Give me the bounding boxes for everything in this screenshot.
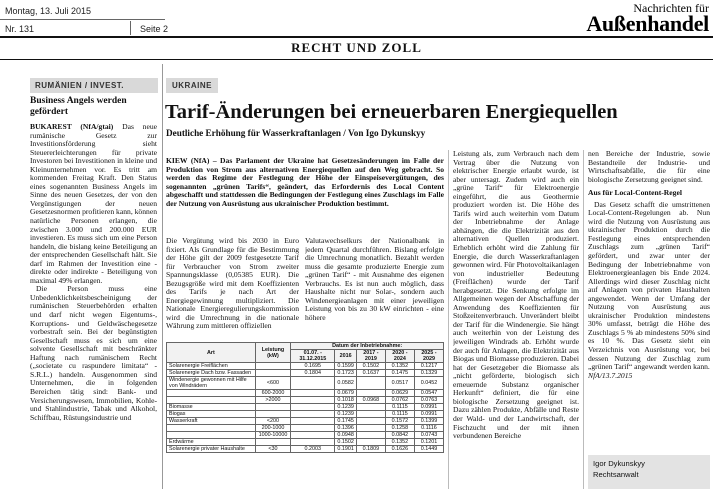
table-cell [291,390,335,397]
table-row [167,411,444,418]
table-cell: 0.0948 [335,432,357,439]
issue-date: Montag, 13. Juli 2015 [5,6,92,16]
table-cell: 200-1000 [255,425,291,432]
table-row [167,446,444,453]
table-cell [291,377,335,390]
table-row-label: Wasserkraft [167,418,256,425]
sidebar-text-2: Die Person muss eine Unbedenklichkeitsbescheinigung der rumänischen Steuerbehörden erhalten und darf nicht wegen Eigentums-, Korruptions- und Geldwäschegesetze vorbestraft sein. Bei der begünstigten Gesellschaft muss es sich um eine solvente Gesellschaft mit beschränkter Haftung nach rumänischem Recht („societate cu raspundere limitata“ -S.R.L.) handeln. Ausgenommen sind Unternehmen, die in folgenden Bereichen tätig sind: Bank- und Versicherungswesen, Immobilien, Kohle- und Stahlindustrie, Tabak und Alkohol, Schiffbau, Rüstungsindustrie und [30,284,157,422]
table-cell: 0.1695 [291,363,335,370]
table-cell [255,370,291,377]
table-cell [356,411,385,418]
table-cell: 0.2003 [291,446,335,453]
author-name: Igor Dykunskyy [593,459,645,468]
table-cell: 0.1637 [356,370,385,377]
section-title: RECHT UND ZOLL [291,40,422,55]
article-tag: UKRAINE [166,78,218,93]
col4-subheading: Aus für Local-Content-Regel [588,188,682,198]
table-cell: 0.1599 [335,363,357,370]
table-cell: 0.1018 [335,397,357,404]
table-cell [356,377,385,390]
table-cell: 0.1201 [414,439,443,446]
table-cell [291,425,335,432]
table-row-label: Solarenergie privater Haushalte [167,446,256,453]
table-row-label: Solarenergie Freiflächen [167,363,256,370]
article-col-2: Valutawechselkurs der Nationalbank in jedem Quartal durchführen. Bislang erfolgte die Umrechnung monatlich. Bezahlt werden muss die gesamte produzierte Energie zum „grünen Tarif“ - mit Ausnahme des eigenen Verbrauchs. Es ist nun auch möglich, dass Haushalte nicht nur Solar-, sondern auch Windenergieanlagen mit einer jeweiligen Leistung von bis zu 30 kW einrichten - eine höhere [305,237,444,322]
table-row [167,370,444,377]
table-cell: 0.1396 [335,425,357,432]
table-cell: 0.1217 [414,363,443,370]
table-row [167,377,444,390]
col4-text: nen Bereiche der Industrie, sowie Bestandteile der Industrie- und Wirtschaftsabfälle, die für eine biologische Zersetzung geeignet sind. [588,150,710,184]
table-cell [291,397,335,404]
table-row [167,397,444,404]
table-cell: 0.1745 [335,418,357,425]
table-cell [255,439,291,446]
table-row-label [167,425,256,432]
logo-title: Außenhandel [586,11,709,36]
table-cell: 0.1901 [335,446,357,453]
table-cell: >2000 [255,397,291,404]
table-cell: 0.1239 [335,411,357,418]
table-cell: 0.1115 [385,404,414,411]
table-row-label [167,432,256,439]
page-number: Seite 2 [140,24,169,34]
table-cell: 0.1475 [385,370,414,377]
article-title: Tarif-Änderungen bei erneuerbaren Energiequellen [165,101,618,123]
table-cell: 0.1399 [414,418,443,425]
table-cell [356,439,385,446]
table-cell: 0.1502 [335,439,357,446]
table-cell: 0.1449 [414,446,443,453]
table-cell: 0.0968 [356,397,385,404]
table-cell: 0.1258 [385,425,414,432]
table-row [167,432,444,439]
table-row [167,425,444,432]
table-cell: 0.0517 [385,377,414,390]
table-row-label: Biomasse [167,404,256,411]
table-cell: 0.1809 [356,446,385,453]
table-cell: 0.0582 [335,377,357,390]
table-head-col: 2025 - 2029 [414,350,443,363]
table-row-label: Biogas [167,411,256,418]
table-cell [291,432,335,439]
table-head-power: Leistung (kW) [255,343,291,363]
table-head-col: 01.07. - 31.12.2015 [291,350,335,363]
table-cell: 0.1572 [385,418,414,425]
table-row [167,390,444,397]
table-cell [291,439,335,446]
table-cell [356,432,385,439]
table-cell: 0.1352 [385,363,414,370]
table-row-label [167,390,256,397]
sidebar-headline: Business Angels werden gefördert [30,96,127,117]
article-col-4 [588,150,710,450]
issue-number: Nr. 131 [5,24,35,34]
sidebar-dateline: BUKAREST (NfA/gtai) [30,123,114,131]
table-cell: 0.1352 [385,439,414,446]
table-cell: 0.0629 [385,390,414,397]
table-cell: 0.1626 [385,446,414,453]
article-col-1: Die Vergütung wird bis 2030 in Euro fixiert. Als Grundlage für die Bestimmung der Höhe gilt der 2009 festgesetzte Tarif für Verbraucher von Strom zweiter Spannungsklasse (0,05385 EUR). Die Bezugsgröße wird mit dem Koeffizienten des Tarifs je nach Art der Energiegewinnung multipliziert. Die Nationale Energieregulierungskommission wird die Umrechnung in die nationale Währung zum mittleren offiziellen [166,237,299,331]
sidebar-text-1: Das neue rumänische Gesetz zur Investitionsförderung sieht Steuererleichterungen für private Investoren bei Investitionen in kleine und Kleinunternehmen vor. Es tritt am kommenden Freitag Kraft. Den Status eines sogenannten Business Angels im Sinne des neuen Gesetzes, der von den Vergünstigungen der neuen Gesetzesnormen profitieren kann, können natürliche Personen erlangen, die zwischen 3.000 und 200.000 EUR investieren. Es muss sich um eine Person handeln, die bislang keine Beteiligung an der entsprechenden Gesellschaft hält. Sie darf im Rahmen der Investition eine - direkte oder indirekte - Beteiligung von maximal 49% erlangen. [30,123,157,285]
table-cell: 0.1115 [385,411,414,418]
article-signature: NfA/13.7.2015 [588,370,633,380]
table-row-label: Erdwärme [167,439,256,446]
sidebar-body [30,123,157,489]
table-cell: <30 [255,446,291,453]
table-cell: 0.1804 [291,370,335,377]
table-head-art: Art [167,343,256,363]
table-cell [291,411,335,418]
table-cell: <600 [255,377,291,390]
table-cell: 0.0743 [414,432,443,439]
table-cell [255,411,291,418]
table-cell [356,404,385,411]
table-row-label [167,397,256,404]
sidebar-tag: RUMÄNIEN / INVEST. [30,78,158,93]
table-cell: 0.1116 [414,425,443,432]
table-cell [356,425,385,432]
table-cell: 0.1239 [335,404,357,411]
author-box [588,455,710,489]
table-row [167,418,444,425]
tariff-table [166,342,444,453]
table-row-label: Solarenergie Dach bzw. Fassaden [167,370,256,377]
table-cell: 0.0762 [385,397,414,404]
table-cell [356,418,385,425]
table-head-col: 2016 [335,350,357,363]
table-cell [255,404,291,411]
table-cell [291,404,335,411]
table-row-label: Windenergie gewonnen mit Hilfe von Windrädern [167,377,256,390]
table-cell [356,390,385,397]
table-cell: 0.0763 [414,397,443,404]
table-head-col: 2017 - 2019 [356,350,385,363]
table-cell: 0.1502 [356,363,385,370]
table-cell: 0.0842 [385,432,414,439]
table-cell: 600-2000 [255,390,291,397]
table-cell: 0.0547 [414,390,443,397]
author-role: Rechtsanwalt [593,470,639,479]
table-cell: <200 [255,418,291,425]
logo-subtitle: Nachrichten für [633,1,709,15]
article-subtitle: Deutliche Erhöhung für Wasserkraftanlagen / Von Igo Dykunskyy [166,128,426,138]
table-cell: 0.0679 [335,390,357,397]
table-cell: 0.1723 [335,370,357,377]
article-lead: KIEW (NfA) – Das Parlament der Ukraine hat Gesetzesänderungen im Falle der Produktion von Strom aus alternativen Energiequellen auf den Weg gebracht. So werden das Regime der Festlegung der Höhe der Einspeisevergütungen, des sogenannten „grünen Tarifs“, geändert, das Erfordernis des Local Content abgeschafft und stattdessen die Bedingungen der Festlegung eines Zuschlags im Falle der Nutzung von Ausrüstung aus ukrainischer Produktion bestimmt. [166,156,444,208]
table-cell: 0.0991 [414,404,443,411]
table-cell: 0.0452 [414,377,443,390]
table-row [167,404,444,411]
table-row [167,363,444,370]
table-head-col: 2020 - 2024 [385,350,414,363]
article-col-3: Leistung als, zum Verbrauch nach dem Vertrag über die Nutzung von elektrischer Energie erlaubt wurde, ist aber untersagt. Zudem wird auch ein „grüne Tarif“ für Elektroenergie eingeführt, die aus Geothermie produziert worden ist. Die Höhe des Tarifs wird auch weiterhin vom Datum der Inbetriebnahme der Anlage abhängen, die die Elektrizität aus den alternativen Quellen produziert. Erheblich erhöht wird die Zahlung für Energie, die durch Wasserkraftanlagen gewonnen wird. Für Photovoltaikanlagen von industrieller Bedeutung (Freiflächen) wurde der Tarif herabgesetzt. Die Senkung erfolgte im Allgemeinen wegen der Abschaffung der Anwendung des Koeffizienten für Stoßzeitenverbrauch. Unverändert bleibt der Tarif für die Windenergie. Sie hängt auch weiterhin von der Leistung des jeweiligen Windrads ab. Erhöht wurde der auch für Anlagen, die Elektrizität aus Biogas und Biomasse produzieren. Dabei hat der Gesetzgeber die Biomasse als „nicht geförderte, biologisch sich erneuernde Substanz organischer Herkunft“ definiert, die für eine biologische Zersetzung geeignet ist. Dazu zählen Produkte, Abfälle und Reste der Wald- und der Landwirtschaft, der Fischzucht und der mit ihnen verbundenen Bereiche [453,150,579,441]
col4-text-b: Das Gesetz schafft die umstrittenen Local-Content-Regelungen ab. Nun wird die Nutzung von Ausrüstung aus ukrainischer Produktion durch die Festlegung eines entsprechenden Zuschlags zum „grünen Tarif“ gefördert, und zwar unter der Bedingung der Inbetriebnahme von Elektroenergieanlagen bis Ende 2024. Allerdings wird dieser Zuschlag nicht auf Anlagen von privaten Haushalten angewendet. Wenn der Umfang der Nutzung von Ausrüstung aus ukrainischer Produktion mindestens 30% umfasst, beträgt die Höhe des Zuschlags 5 % ab mindestens 50% sind es 10 %. Das Gesetz sieht ein Verzeichnis von Ausrüstung vor, bei dessen Nutzung der Zuschlag zum „grünen Tarif“ angewandt werden kann. [588,199,710,372]
table-cell [291,418,335,425]
table-cell: 0.0991 [414,411,443,418]
table-head-date: Datum der Inbetriebnahme: [291,343,444,350]
table-cell [255,363,291,370]
table-cell: 0.1329 [414,370,443,377]
table-row [167,439,444,446]
table-cell: 1000-10000 [255,432,291,439]
